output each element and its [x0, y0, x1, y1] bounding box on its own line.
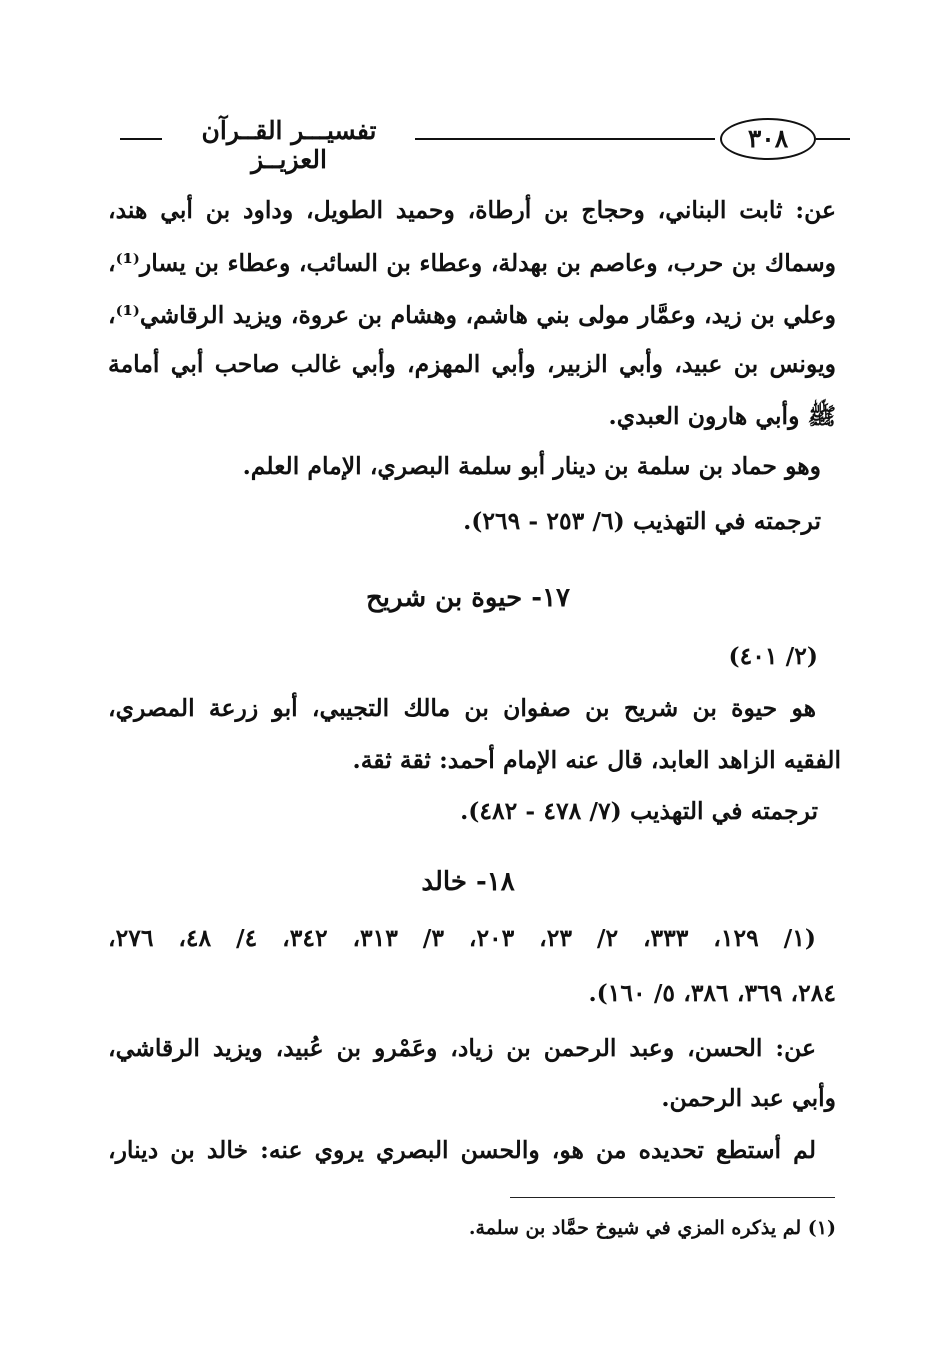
- text-line: وعلي بن زيد، وعمَّار مولى بني هاشم، وهشام بن عروة، ويزيد الرقاشي⁽¹⁾،: [108, 301, 836, 329]
- book-title: تفسيـــر القــرآن العزيــز: [201, 116, 377, 174]
- header-rule-right: [816, 138, 850, 140]
- volume-reference: ٢٨٤، ٣٦٩، ٣٨٦، ٥/ ١٦٠).: [588, 979, 836, 1007]
- text-line: ويونس بن عبيد، وأبي الزبير، وأبي المهزم، وأبي غالب صاحب أبي أمامة: [108, 350, 836, 378]
- volume-reference: (١/ ١٢٩، ٣٣٣، ٢/ ٢٣، ٢٠٣، ٣/ ٣١٣، ٣٤٢، ٤/ ٤٨، ٢٧٦،: [108, 924, 816, 952]
- text-line: وسماك بن حرب، وعاصم بن بهدلة، وعطاء بن السائب، وعطاء بن يسار⁽¹⁾،: [108, 249, 836, 277]
- text-line: هو حيوة بن شريح بن صفوان بن مالك التجيبي، أبو زرعة المصري،: [108, 694, 816, 722]
- text-line: الفقيه الزاهد العابد، قال عنه الإمام أحمد: ثقة ثقة.: [352, 746, 841, 774]
- footnote: (١) لم يذكره المزي في شيوخ حمَّاد بن سلمة.: [468, 1217, 836, 1239]
- page-number: ٣٠٨: [720, 118, 816, 160]
- text-line: ﷺ وأبي هارون العبدي.: [608, 402, 836, 430]
- text-line: لم أستطع تحديده من هو، والحسن البصري يروي عنه: خالد بن دينار،: [108, 1136, 816, 1164]
- citation-line: ترجمته في التهذيب (٧/ ٤٧٨ - ٤٨٢).: [460, 797, 818, 825]
- header-rule-left: [120, 138, 162, 140]
- footnote-separator: [510, 1197, 835, 1198]
- header-rule-middle: [415, 138, 715, 140]
- text-line: عن: الحسن، وعبد الرحمن بن زياد، وعَمْرو بن عُبيد، ويزيد الرقاشي،: [108, 1034, 816, 1062]
- text-line: وهو حماد بن سلمة بن دينار أبو سلمة البصري، الإمام العلم.: [242, 452, 821, 480]
- section-heading: ١٨- خالد: [421, 867, 515, 897]
- text-line: عن: ثابت البناني، وحجاج بن أرطاة، وحميد الطويل، وداود بن أبي هند،: [108, 196, 836, 224]
- citation-line: ترجمته في التهذيب (٦/ ٢٥٣ - ٢٦٩).: [463, 507, 821, 535]
- text-line: وأبي عبد الرحمن.: [661, 1084, 836, 1112]
- volume-reference: (٢/ ٤٠١): [728, 642, 818, 670]
- section-heading: ١٧- حيوة بن شريح: [365, 583, 571, 613]
- page-header: [100, 112, 840, 174]
